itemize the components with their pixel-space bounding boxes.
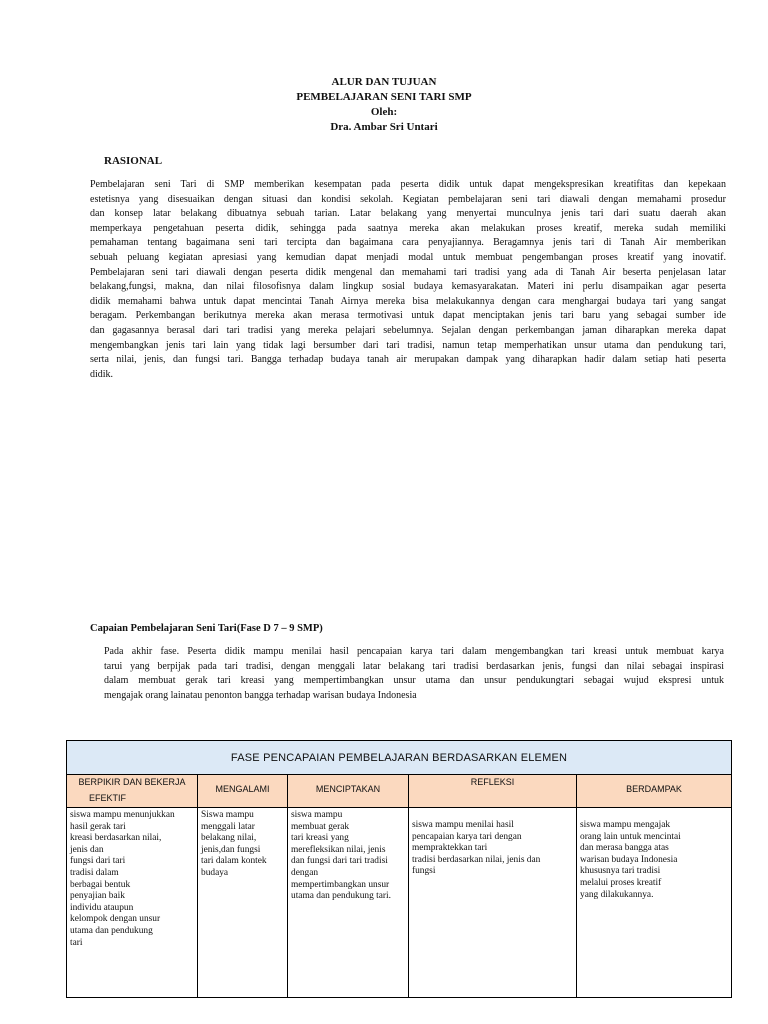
- cell-line: yang dilakukannya.: [580, 889, 654, 900]
- cell-line: tari: [70, 937, 83, 948]
- cell-line: kelompok dengan unsur: [70, 914, 161, 925]
- capaian-line: dalam membuat gerak tari kreasi yang mempertimbangkan unsur utama dan unsur pendukungtari sebagai wujud ekspresi untuk: [104, 675, 724, 687]
- rasional-paragraph: [90, 178, 726, 382]
- cell-line: tari kreasi yang: [291, 833, 349, 844]
- cell-line: siswa mampu menilai hasil: [412, 820, 514, 830]
- cell-berpikir: [67, 808, 198, 998]
- cell-line: tari dalam kontek: [201, 856, 267, 867]
- rasional-line: estetisnya yang disesuaikan dengan situasi dan kondisi sekolah. Kegiatan pembelajaran seni tari diawali dengan memahami prosedur: [90, 193, 726, 205]
- rasional-line: didik memahami bahwa untuk dapat mencintai Tanah Airnya mereka bisa melakukannya dengan cara menghargai budaya tari yang sangat: [90, 295, 726, 307]
- cell-refleksi: [409, 808, 577, 998]
- cell-line: siswa mampu mengajak: [580, 820, 671, 830]
- cell-line: membuat gerak: [291, 821, 350, 832]
- cell-line: tradisi berdasarkan nilai, jenis dan: [412, 854, 541, 865]
- rasional-line: beragam. Perkembangan berikutnya mereka akan merasa termotivasi untuk dapat menciptakan jenis tari baru yang sebagai sumber ide: [90, 310, 726, 322]
- cell-line: dan merasa bangga atas: [580, 843, 669, 854]
- cell-line: mempertimbangkan unsur: [291, 879, 390, 890]
- rasional-line: didik.: [90, 368, 114, 380]
- title-block: [0, 75, 768, 135]
- rasional-heading: RASIONAL: [104, 155, 163, 167]
- rasional-line: serta nilai, jenis, dan fungsi tari. Bangga terhadap budaya tanah air merupakan dampak yang diharapkan hadir dalam setiap hati peserta: [90, 354, 726, 366]
- cell-line: fungsi: [412, 866, 436, 877]
- cell-line: utama dan pendukung: [70, 925, 153, 936]
- rasional-line: sebuah peluang kegiatan apresiasi yang kemudian dapat menjadi modal untuk membuat pengembangan proses kreatif yang inovatif.: [90, 251, 726, 263]
- cell-line: merefleksikan nilai, jenis: [291, 844, 386, 855]
- cell-line: mempraktekkan tari: [412, 843, 488, 854]
- doc-title-line1: ALUR DAN TUJUAN: [331, 76, 437, 88]
- cell-menciptakan: [288, 808, 409, 998]
- cell-line: jenis dan: [70, 844, 104, 855]
- header-refleksi: [409, 775, 577, 808]
- header-menciptakan-label: MENCIPTAKAN: [315, 784, 381, 794]
- header-berdampak: [577, 775, 732, 808]
- capaian-paragraph: [104, 645, 724, 703]
- capaian-line: tarui yang berpijak pada tari tradisi, dengan menggali latar belakang tari tradisi berdasarkan jenis, fungsi dan nilai sebagai inspirasi: [104, 660, 724, 672]
- cell-line: utama dan pendukung tari.: [291, 891, 391, 902]
- cell-line: penyajian baik: [70, 891, 125, 902]
- capaian-heading: Capaian Pembelajaran Seni Tari(Fase D 7 – 9 SMP): [90, 623, 323, 634]
- cell-line: tradisi dalam: [70, 867, 119, 878]
- cell-line: dan fungsi dari tari tradisi: [291, 856, 388, 867]
- doc-title-line3: Oleh:: [370, 106, 398, 118]
- cell-line: siswa mampu menunjukkan: [70, 810, 175, 820]
- cell-berdampak: [577, 808, 732, 998]
- cell-line: melalui proses kreatif: [580, 877, 662, 888]
- cell-mengalami: [198, 808, 288, 998]
- header-berpikir-line1: BERPIKIR DAN BEKERJA: [78, 777, 186, 787]
- cell-line: belakang nilai,: [201, 833, 257, 844]
- rasional-line: Pembelajaran seni Tari di SMP memberikan kesempatan pada peserta didik untuk dapat mengekspresikan kreatifitas dan kepekaan: [90, 179, 726, 190]
- doc-title-line2: PEMBELAJARAN SENI TARI SMP: [296, 91, 472, 103]
- header-berpikir: [67, 775, 198, 808]
- cell-line: dengan: [291, 867, 319, 878]
- cell-line: Siswa mampu: [201, 810, 254, 820]
- cell-line: fungsi dari tari: [70, 856, 126, 867]
- rasional-line: memperkaya pengetahuan peserta didik, sehingga pada saatnya mereka akan melakukan proses kreatif, mereka sudah memiliki: [90, 222, 726, 234]
- cell-line: kreasi berdasarkan nilai,: [70, 833, 162, 844]
- header-mengalami: [198, 775, 288, 808]
- cell-line: jenis,dan fungsi: [201, 844, 261, 855]
- rasional-line: belakang,fungsi, makna, dan nilai filosofisnya dalam lingkup sosial budaya kemasyarakatan. Materi ini perlu disampaikan agar peserta: [90, 281, 726, 293]
- cell-line: orang lain untuk mencintai: [580, 831, 681, 842]
- cell-line: siswa mampu: [291, 810, 343, 820]
- cell-line: hasil gerak tari: [70, 821, 126, 832]
- capaian-line: Pada akhir fase. Peserta didik mampu menilai hasil pencapaian karya tari dalam mengembangkan tari kreasi untuk membuat karya: [104, 646, 724, 657]
- table-title: FASE PENCAPAIAN PEMBELAJARAN BERDASARKAN ELEMEN: [67, 741, 732, 775]
- cell-line: menggali latar: [201, 821, 255, 832]
- header-refleksi-label: REFLEKSI: [470, 777, 515, 787]
- header-menciptakan: [288, 775, 409, 808]
- rasional-line: mengembangkan jenis tari lain yang tidak lagi bersumber dari tari tradisi, namun tetap memperhatikan unsur utama dan pendukung tari,: [90, 339, 726, 351]
- header-berdampak-label: BERDAMPAK: [626, 784, 682, 794]
- cell-line: khususnya tari tradisi: [580, 866, 661, 877]
- cell-line: berbagai bentuk: [70, 879, 131, 890]
- header-mengalami-label: MENGALAMI: [215, 784, 270, 794]
- cell-line: pencapaian karya tari dengan: [412, 831, 522, 842]
- fase-table: [66, 740, 732, 998]
- header-berpikir-line2: EFEKTIF: [89, 793, 127, 803]
- doc-author: Dra. Ambar Sri Untari: [330, 121, 438, 133]
- cell-line: budaya: [201, 867, 229, 878]
- rasional-line: dan gagasannya berasal dari tari tradisi yang mereka pelajari sebelumnya. Sejalan dengan perkembangan jaman diharapkan mereka dapat: [90, 324, 726, 336]
- capaian-line: mengajak orang lainatau penonton bangga terhadap warisan budaya Indonesia: [104, 689, 417, 701]
- rasional-line: dan konsep latar belakang dibuatnya sebuah tarian. Latar belakang yang menyertai munculnya jenis tari dari suatu daerah akan: [90, 208, 726, 220]
- cell-line: warisan budaya Indonesia: [580, 854, 678, 865]
- rasional-line: pemahaman tentang bagaimana seni tari tercipta dan bagaimana cara penyajiannya. Beragamnya jenis tari di Tanah Air memberikan: [90, 237, 726, 249]
- rasional-line: Pembelajaran seni tari diawali dengan peserta didik mengenal dan memahami tari tradisi yang ada di Tanah Air beserta penjelasan latar: [90, 266, 726, 278]
- cell-line: individu ataupun: [70, 902, 134, 913]
